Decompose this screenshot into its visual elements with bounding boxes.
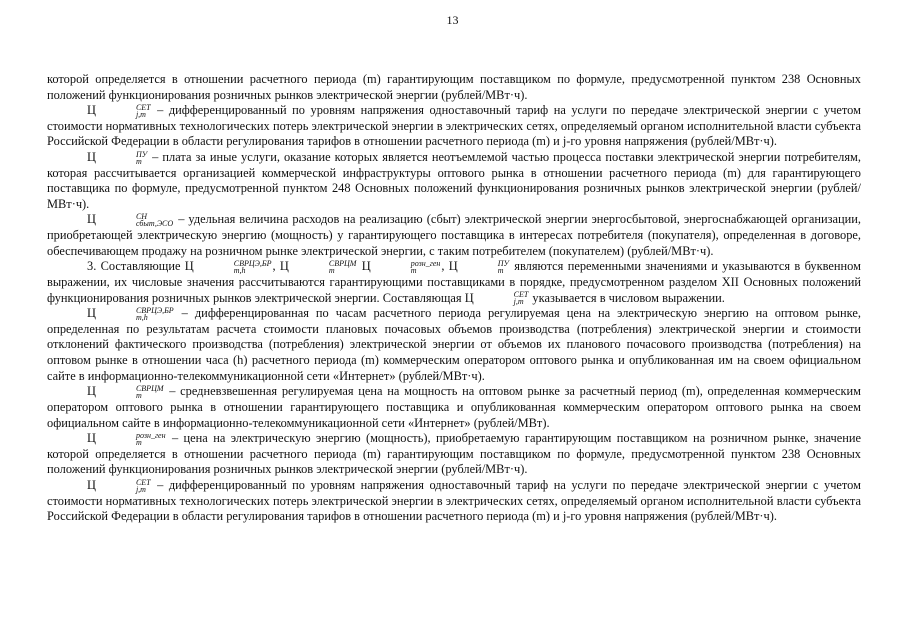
paragraph-text: ,	[272, 259, 280, 274]
symbol-subscript: m	[410, 265, 417, 275]
symbol-base: Ц	[87, 384, 96, 399]
paragraph-text: 3. Составляющие	[87, 259, 185, 274]
paragraph-text: – дифференцированный по уровням напряжения одноставочный тариф на услуги по передаче электрической энергии с учетом стоимости нормативных технологических потерь электрической энергии в электрических сетях, определяемый органом исполнительной власти субъекта Российской Федерации в области регулирования тарифов в отношении расчетного периода (m) и j-го уровня напряжения (рублей/МВт·ч).	[47, 103, 861, 149]
paragraph	[47, 103, 861, 150]
paragraph	[47, 150, 861, 212]
symbol-base: Ц	[87, 477, 96, 492]
symbol-base: Ц	[184, 259, 194, 274]
symbol-subscript: m	[135, 390, 142, 400]
price-symbol	[449, 259, 510, 273]
symbol-superscript: СВРЦМ	[328, 258, 357, 268]
symbol-base: Ц	[87, 306, 96, 321]
symbol-indices	[96, 213, 173, 228]
price-symbol	[87, 212, 174, 229]
price-symbol	[185, 259, 273, 273]
paragraph	[47, 306, 861, 384]
symbol-base: Ц	[87, 212, 96, 227]
price-symbol	[87, 306, 175, 320]
paragraph-text: которой определяется в отношении расчетного периода (m) гарантирующим поставщиком по формуле, предусмотренной пунктом 238 Основных положений функционирования розничных рынков электрической энергии (рублей/МВт·ч).	[47, 72, 861, 102]
paragraph-text: – удельная величина расходов на реализацию (сбыт) электрической энергии энергосбытовой, энергоснабжающей организации, приобретающей электрическую энергию (мощность) у гарантирующего поставщика в интересах потребителя (покупателя), определенная в договоре, обеспечивающем продажу на розничном рынке электрической энергии, с таким потребителем (покупателем) (рублей/МВт·ч).	[47, 212, 861, 258]
symbol-indices	[474, 291, 529, 306]
symbol-indices	[96, 432, 166, 447]
symbol-subscript: m	[135, 156, 142, 166]
page-number: 13	[446, 13, 459, 27]
symbol-subscript: j,m	[135, 109, 146, 119]
symbol-base: Ц	[87, 431, 96, 446]
symbol-subscript: j,m	[135, 484, 146, 494]
symbol-base: Ц	[87, 103, 96, 118]
paragraph	[47, 384, 861, 431]
symbol-indices	[194, 260, 272, 275]
price-symbol	[87, 384, 165, 398]
paragraph-text: указывается в числовом выражении.	[529, 290, 725, 305]
price-symbol	[87, 478, 152, 492]
symbol-superscript: розн_ген	[135, 430, 166, 440]
paragraph	[47, 431, 861, 478]
symbol-subscript: j,m	[513, 297, 524, 307]
symbol-superscript: розн_ген	[410, 258, 441, 268]
paragraph-text: – дифференцированный по уровням напряжения одноставочный тариф на услуги по передаче электрической энергии с учетом стоимости нормативных технологических потерь электрической энергии в электрических сетях, определяемый органом исполнительной власти субъекта Российской Федерации в области регулирования тарифов в отношении расчетного периода (m) и j-го уровня напряжения (рублей/МВт·ч).	[47, 477, 861, 524]
symbol-subscript: m,h	[233, 265, 246, 275]
paragraph-text: – средневзвешенная регулируемая цена на мощность на оптовом рынке за расчетный период (m), определенная коммерческим оператором оптового рынка в отношении гарантирующего поставщика и опубликованная коммерческим оператором оптового рынка на своем официальном сайте в информационно-телекоммуникационной сети «Интернет» (рублей/МВт).	[47, 384, 861, 430]
symbol-superscript: СН	[135, 212, 148, 222]
symbol-indices	[289, 260, 357, 275]
symbol-indices	[96, 385, 164, 400]
symbol-superscript: СВРЦЭ,БР	[135, 305, 174, 315]
symbol-superscript: СЕТ	[135, 102, 151, 112]
symbol-superscript: СЕТ	[135, 477, 151, 487]
symbol-superscript: ПУ	[497, 258, 509, 268]
price-symbol	[87, 431, 167, 445]
symbol-subscript: m	[497, 265, 504, 275]
paragraph-text: – цена на электрическую энергию (мощность), приобретаемую гарантирующим поставщиком на розничном рынке, значение которой определяется в отношении расчетного периода (m) гарантирующим поставщиком по формуле, предусмотренной пунктом 238 Основных положений функционирования розничных рынков электрической энергии (рублей/МВт·ч).	[47, 431, 861, 477]
paragraph	[47, 212, 861, 259]
paragraph	[47, 259, 861, 306]
paragraph	[47, 72, 861, 103]
symbol-superscript: СЕТ	[513, 290, 529, 300]
price-symbol	[87, 103, 152, 117]
symbol-superscript: СВРЦЭ,БР	[233, 258, 272, 268]
symbol-superscript: СВРЦМ	[135, 383, 164, 393]
symbol-indices	[96, 151, 147, 166]
symbol-superscript: ПУ	[135, 149, 148, 159]
symbol-subscript: m	[135, 437, 142, 447]
symbol-subscript: сбыт,ЭСО	[135, 219, 174, 229]
symbol-base: Ц	[464, 290, 474, 305]
price-symbol	[87, 150, 148, 164]
symbol-base: Ц	[361, 259, 371, 274]
symbol-subscript: m	[328, 265, 335, 275]
symbol-base: Ц	[87, 150, 96, 165]
symbol-indices	[96, 104, 151, 119]
symbol-base: Ц	[448, 259, 458, 274]
paragraph-text: ,	[441, 259, 449, 274]
price-symbol	[362, 259, 442, 273]
price-symbol	[280, 259, 358, 273]
symbol-indices	[96, 307, 174, 322]
paragraph	[47, 478, 861, 525]
paragraph-text: являются переменными значениями и указываются в буквенном выражении, их числовые значения рассчитываются гарантирующими поставщиками в порядке, предусмотренном разделом XII Основных положений функционирования розничных рынков электрической энергии. Составляющая	[47, 259, 861, 305]
symbol-indices	[96, 479, 151, 494]
document-body	[47, 72, 861, 525]
symbol-subscript: m,h	[135, 312, 148, 322]
symbol-indices	[458, 260, 509, 275]
symbol-indices	[371, 260, 441, 275]
paragraph-text: – плата за иные услуги, оказание которых является неотъемлемой частью процесса поставки электрической энергии потребителям, которая рассчитывается организацией коммерческой инфраструктуры оптового рынка в отношении расчетного периода (m) для гарантирующего поставщика по формуле, предусмотренной пунктом 248 Основных положений функционирования розничных рынков электрической энергии (рублей/МВт·ч).	[47, 150, 861, 211]
price-symbol	[465, 291, 530, 305]
symbol-base: Ц	[279, 259, 289, 274]
paragraph-text: – дифференцированная по часам расчетного периода регулируемая цена на электрическую энергию на оптовом рынке, определенная по результатам расчета стоимости плановых почасовых объемов производства (потребления) электрической энергии и стоимости отклонений фактического производства (потребления) электрической энергии от объемов их планового почасового производства (потребления) на оптовом рынке в отношении часа (h) расчетного периода (m) коммерческим оператором оптового рынка и опубликованная им на своем официальном сайте в информационно-телекоммуникационной сети «Интернет» (рублей/МВт·ч).	[47, 306, 861, 383]
